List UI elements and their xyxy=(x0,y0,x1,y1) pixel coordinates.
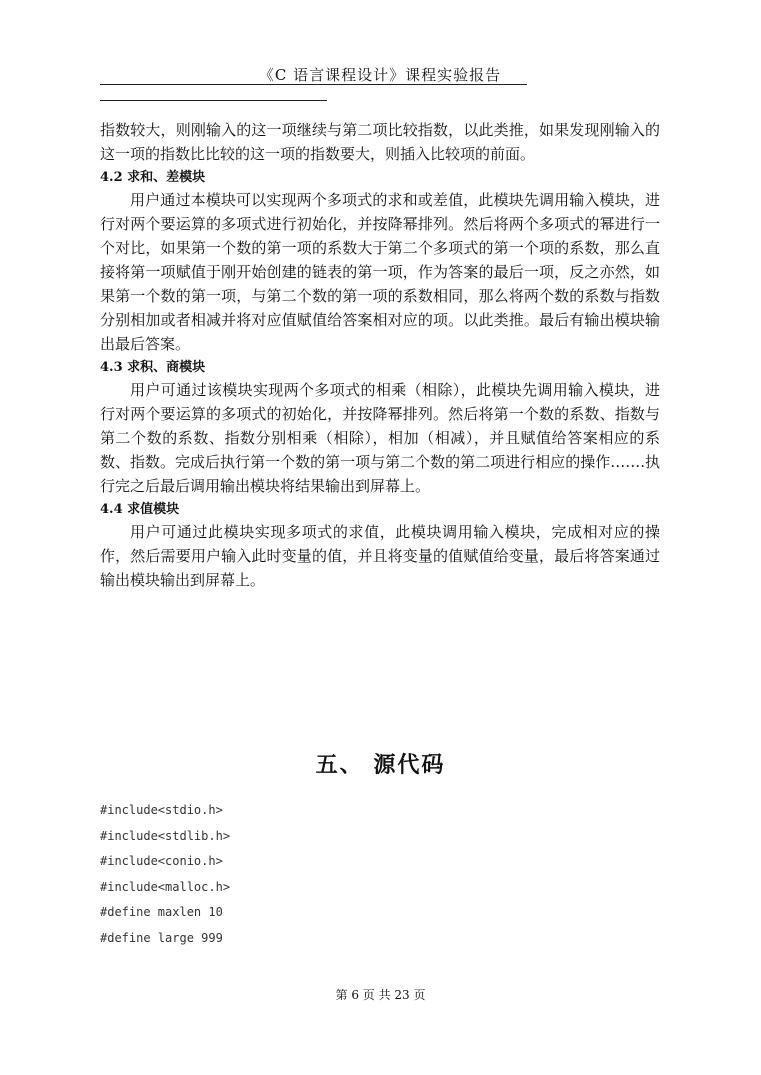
section-4-2 xyxy=(100,168,660,356)
page-body xyxy=(100,118,660,592)
code-line: #include<stdio.h> xyxy=(100,803,223,817)
page-number-footer: 第 6 页 共 23 页 xyxy=(335,988,426,1002)
continuation-paragraph: 指数较大，则刚输入的这一项继续与第二项比较指数，以此类推，如果发现刚输入的这一项的指数比比较的这一项的指数要大，则插入比较项的前面。 xyxy=(100,121,660,163)
section-4-4 xyxy=(100,500,660,592)
short-rule xyxy=(100,100,327,101)
code-line: #include<conio.h> xyxy=(100,854,223,868)
section-paragraph: 用户通过本模块可以实现两个多项式的求和或差值，此模块先调用输入模块，进行对两个要运算的多项式进行初始化，并按降幂排列。然后将两个多项式的幂进行一个对比，如果第一个数的第一项的系数大于第二个多项式的第一个项的系数，那么直接将第一项赋值于刚开始创建的链表的第一项，作为答案的最后一项，反之亦然，如果第一个数的第一项，与第二个数的第一项的系数相同，那么将两个数的系数与指数分别相加或者相减并将对应值赋值给答案相对应的项。以此类推。最后有输出模块输出最后答案。 xyxy=(100,191,660,353)
chapter-title: 五、 源代码 xyxy=(315,752,446,778)
section-heading: 4.3 求积、商模块 xyxy=(100,360,206,375)
section-heading: 4.4 求值模块 xyxy=(100,502,180,517)
code-line: #define maxlen 10 xyxy=(100,905,223,919)
section-paragraph: 用户可通过此模块实现多项式的求值，此模块调用输入模块，完成相对应的操作，然后需要用户输入此时变量的值，并且将变量的值赋值给变量，最后将答案通过输出模块输出到屏幕上。 xyxy=(100,523,660,589)
code-line: #include<stdlib.h> xyxy=(100,828,231,843)
section-heading: 4.2 求和、差模块 xyxy=(100,170,206,185)
header-rule xyxy=(100,84,527,85)
section-paragraph: 用户可通过该模块实现两个多项式的相乘（相除），此模块先调用输入模块，进行对两个要运算的多项式的初始化，并按降幂排列。然后将第一个数的系数、指数与第二个数的系数、指数分别相乘（相除），相加（相减），并且赋值给答案相应的系数、指数。完成后执行第一个数的第一项与第二个数的第二项进行相应的操作…….执行完之后最后调用输出模块将结果输出到屏幕上。 xyxy=(100,381,660,495)
code-line: #define large 999 xyxy=(100,930,223,945)
section-4-3 xyxy=(100,358,660,498)
code-line: #include<malloc.h> xyxy=(100,879,231,894)
running-header-title: 《C 语言课程设计》课程实验报告 xyxy=(258,66,502,84)
source-code-block xyxy=(100,800,230,953)
